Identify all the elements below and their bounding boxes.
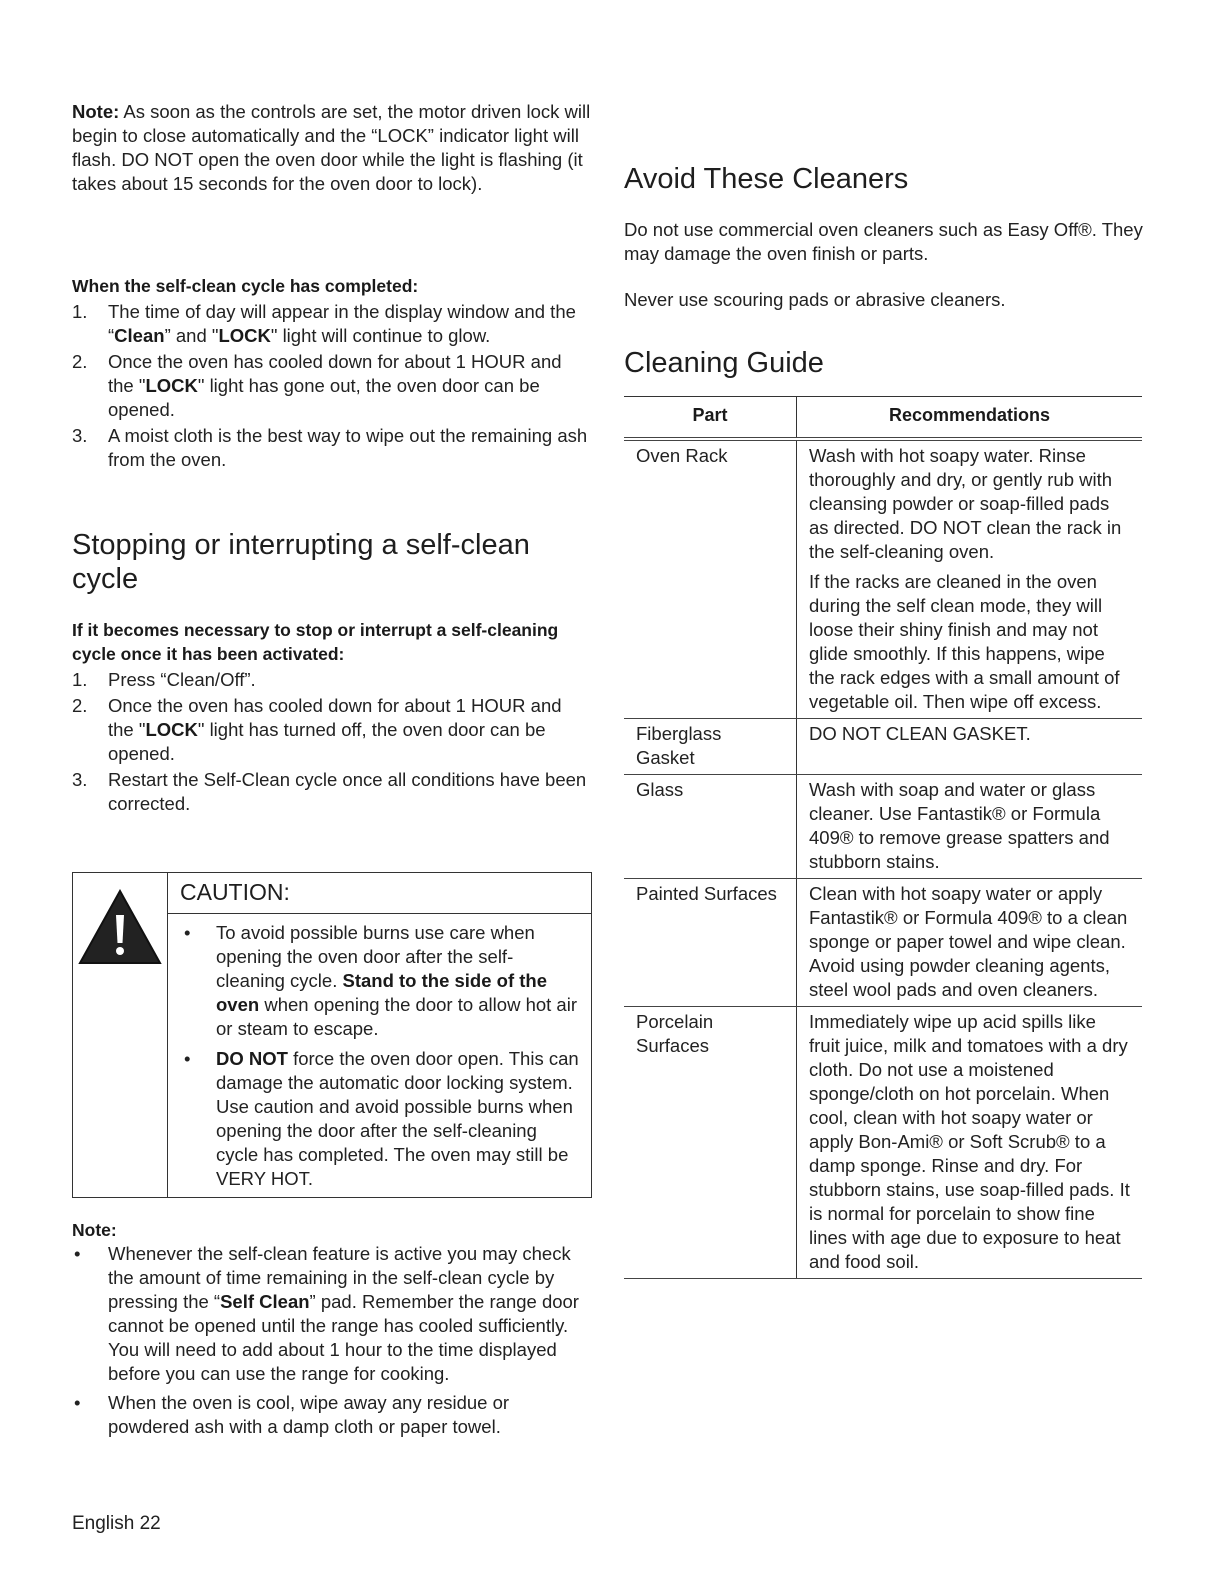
bullet-icon: • bbox=[184, 922, 191, 943]
step-number: 3. bbox=[72, 769, 88, 790]
step-text: " light will continue to glow. bbox=[270, 325, 491, 346]
note2-bold: Self Clean bbox=[220, 1291, 310, 1312]
note-label: Note: bbox=[72, 101, 120, 122]
list-item bbox=[72, 300, 592, 348]
caution-icon-cell bbox=[73, 873, 168, 1197]
table-row bbox=[624, 719, 1142, 775]
caution-box bbox=[72, 872, 592, 1198]
caution-text: force the oven door open. This can damage the automatic door locking system. Use caution and avoid possible burns when opening the door after the self-cleaning cycle has completed. The oven may still be VERY HOT. bbox=[216, 1048, 579, 1189]
step-text: ” and " bbox=[164, 325, 219, 346]
recommendation-cell bbox=[797, 879, 1143, 1007]
step-text: A moist cloth is the best way to wipe out the remaining ash from the oven. bbox=[108, 425, 588, 470]
completed-heading: When the self-clean cycle has completed: bbox=[72, 276, 419, 296]
caution-title: CAUTION: bbox=[168, 873, 591, 914]
recommendation-cell bbox=[797, 1007, 1143, 1279]
avoid-paragraph: Never use scouring pads or abrasive cleaners. bbox=[624, 289, 1006, 310]
part-cell: Oven Rack bbox=[624, 439, 797, 719]
list-item bbox=[180, 1047, 579, 1191]
step-bold: LOCK bbox=[218, 325, 271, 346]
left-column bbox=[72, 100, 592, 1444]
note2-label: Note: bbox=[72, 1220, 117, 1240]
step-bold: LOCK bbox=[145, 375, 198, 396]
step-number: 3. bbox=[72, 425, 88, 446]
stopping-title: Stopping or interrupting a self-clean cycle bbox=[72, 529, 530, 595]
table-row bbox=[624, 879, 1142, 1007]
note2-text: When the oven is cool, wipe away any residue or powdered ash with a damp cloth or paper towel. bbox=[108, 1392, 510, 1437]
note2-section bbox=[72, 1218, 592, 1439]
note-text: As soon as the controls are set, the motor driven lock will begin to close automatically and the “LOCK” indicator light will flash. DO NOT open the oven door while the light is flashing (it takes about 15 seconds for the oven door to lock). bbox=[72, 101, 591, 194]
part-cell: Porcelain Surfaces bbox=[624, 1007, 797, 1279]
step-bold: Clean bbox=[114, 325, 165, 346]
step-text: Once the oven has cooled down for about 1 HOUR and the " bbox=[108, 695, 562, 740]
bullet-icon: • bbox=[74, 1392, 81, 1413]
completed-steps bbox=[72, 300, 592, 472]
table-row bbox=[624, 1007, 1142, 1279]
list-item bbox=[72, 350, 592, 422]
recommendation-text: Clean with hot soapy water or apply Fantastik® or Formula 409® to a clean sponge or paper towel and wipe clean. Avoid using powder cleaning agents, steel wool pads and oven cleaners. bbox=[809, 883, 1128, 1000]
caution-content bbox=[168, 873, 591, 1197]
step-text: " light has gone out, the oven door can be opened. bbox=[108, 375, 540, 420]
recommendation-text: Immediately wipe up acid spills like fruit juice, milk and tomatoes with a dry cloth. Do not use a moistened sponge/cloth on hot porcelain. When cool, clean with hot soapy water or apply Bon-Ami® or Soft Scrub® to a damp sponge. Rinse and dry. For stubborn stains, use soap-filled pads. It is normal for porcelain to show fine lines with age due to exposure to heat and food soil. bbox=[809, 1011, 1130, 1272]
step-text: The time of day will appear in the display window and the “ bbox=[108, 301, 576, 346]
warning-triangle-icon bbox=[78, 889, 162, 965]
step-text: " light has turned off, the oven door can be opened. bbox=[108, 719, 546, 764]
part-cell: Glass bbox=[624, 775, 797, 879]
list-item bbox=[72, 1242, 592, 1386]
bullet-icon: • bbox=[74, 1243, 81, 1264]
step-number: 2. bbox=[72, 351, 88, 372]
caution-bold: DO NOT bbox=[216, 1048, 288, 1069]
step-text: Once the oven has cooled down for about 1 HOUR and the " bbox=[108, 351, 562, 396]
list-item bbox=[72, 694, 592, 766]
recommendation-text: DO NOT CLEAN GASKET. bbox=[809, 723, 1031, 744]
note2-list bbox=[72, 1242, 592, 1439]
recommendation-cell bbox=[797, 775, 1143, 879]
list-item bbox=[72, 1391, 592, 1439]
part-cell: Fiberglass Gasket bbox=[624, 719, 797, 775]
completed-section bbox=[72, 274, 592, 472]
caution-list bbox=[168, 914, 591, 1191]
guide-title: Cleaning Guide bbox=[624, 347, 824, 379]
caution-text: when opening the door to allow hot air or steam to escape. bbox=[216, 994, 577, 1039]
step-number: 2. bbox=[72, 695, 88, 716]
stopping-section bbox=[72, 618, 592, 816]
page-footer: English 22 bbox=[72, 1513, 161, 1534]
note2-text: Whenever the self-clean feature is active you may check the amount of time remaining in the self-clean cycle by pressing the “ bbox=[108, 1243, 571, 1312]
table-row bbox=[624, 439, 1142, 719]
recommendation-cell bbox=[797, 439, 1143, 719]
recommendation-text: Wash with soap and water or glass cleaner. Use Fantastik® or Formula 409® to remove grease spatters and stubborn stains. bbox=[809, 779, 1110, 872]
stopping-steps bbox=[72, 668, 592, 816]
list-item bbox=[72, 768, 592, 816]
right-column bbox=[624, 100, 1144, 1279]
note-paragraph bbox=[72, 100, 592, 196]
recommendation-text: If the racks are cleaned in the oven during the self clean mode, they will loose their shiny finish and may not glide smoothly. If this happens, wipe the rack edges with a small amount of vegetable oil. Then wipe off excess. bbox=[809, 571, 1120, 712]
avoid-paragraph: Do not use commercial oven cleaners such as Easy Off®. They may damage the oven finish or parts. bbox=[624, 219, 1143, 264]
recommendation-cell bbox=[797, 719, 1143, 775]
step-number: 1. bbox=[72, 301, 88, 322]
table-row bbox=[624, 775, 1142, 879]
avoid-title: Avoid These Cleaners bbox=[624, 163, 909, 195]
list-item bbox=[72, 424, 592, 472]
step-number: 1. bbox=[72, 669, 88, 690]
list-item bbox=[72, 668, 592, 692]
column-header-recommendations: Recommendations bbox=[797, 397, 1143, 440]
step-text: Press “Clean/Off”. bbox=[108, 669, 256, 690]
step-bold: LOCK bbox=[145, 719, 198, 740]
part-cell: Painted Surfaces bbox=[624, 879, 797, 1007]
note2-text: ” pad. Remember the range door cannot be opened until the range has cooled sufficiently. You will need to add about 1 hour to the time displayed before you can use the range for cooking. bbox=[108, 1291, 579, 1384]
cleaning-guide-table bbox=[624, 396, 1142, 1279]
column-header-part: Part bbox=[624, 397, 797, 440]
caution-text: To avoid possible burns use care when opening the oven door after the self-cleaning cycle. bbox=[216, 922, 535, 991]
recommendation-text: Wash with hot soapy water. Rinse thoroughly and dry, or gently rub with cleansing powder or soap-filled pads as directed. DO NOT clean the rack in the self-cleaning oven. bbox=[809, 445, 1122, 562]
bullet-icon: • bbox=[184, 1048, 191, 1069]
caution-bold: Stand to the side of the oven bbox=[216, 970, 548, 1015]
step-text: Restart the Self-Clean cycle once all conditions have been corrected. bbox=[108, 769, 587, 814]
stopping-heading: If it becomes necessary to stop or interrupt a self-cleaning cycle once it has been activated: bbox=[72, 620, 559, 664]
list-item bbox=[180, 921, 579, 1041]
table-header-row bbox=[624, 397, 1142, 440]
